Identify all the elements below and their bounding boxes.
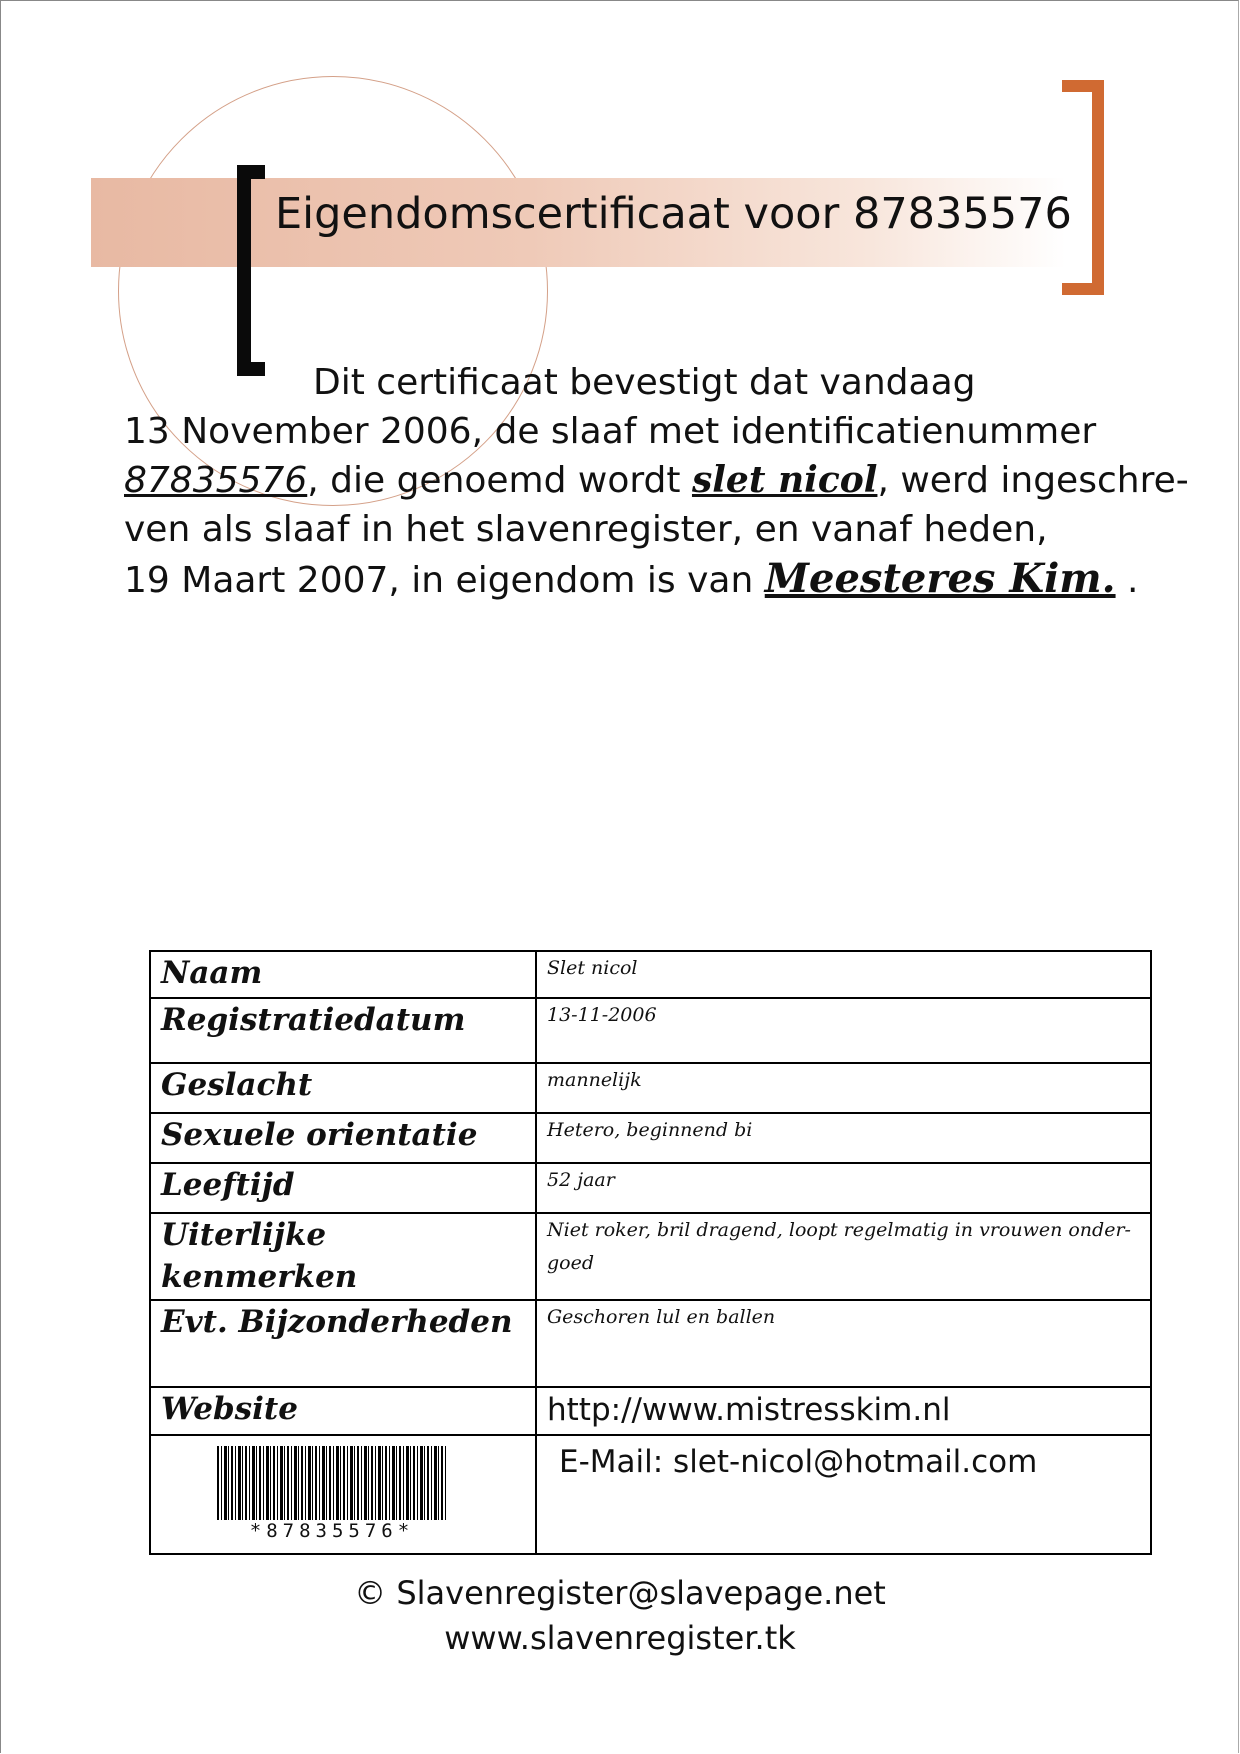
table-row [150,1300,1151,1387]
label-uiterlijke-kenmerken: Uiterlijke kenmerken [150,1213,536,1300]
table-row [150,1387,1151,1435]
body-line-3-end: , werd ingeschre- [877,460,1189,501]
value-registratiedatum: 13-11-2006 [536,998,1151,1063]
label-sexuele-orientatie: Sexuele orientatie [150,1113,536,1163]
email-address[interactable]: E-Mail: slet-nicol@hotmail.com [536,1435,1151,1554]
table-row [150,1063,1151,1113]
footer-website[interactable]: www.slavenregister.tk [444,1619,796,1657]
slave-name: slet nicol [691,459,878,501]
label-naam: Naam [150,951,536,998]
value-bijzonderheden: Geschoren lul en ballen [536,1300,1151,1387]
barcode [151,1436,447,1542]
table-row [150,1163,1151,1213]
value-leeftijd: 52 jaar [536,1163,1151,1213]
footer-copyright: © Slavenregister@slavepage.net [354,1574,886,1612]
website-link[interactable]: http://www.mistresskim.nl [536,1387,1151,1435]
body-line-1: Dit certificaat bevestigt dat vandaag [313,362,976,403]
value-sexuele-orientatie: Hetero, beginnend bi [536,1113,1151,1163]
label-bijzonderheden: Evt. Bijzonderheden [150,1300,536,1387]
footer [0,1571,1240,1661]
label-leeftijd: Leeftijd [150,1163,536,1213]
table-row [150,998,1151,1063]
body-line-3-mid: , die genoemd wordt [307,460,692,501]
left-bracket-decoration [237,165,265,376]
label-website: Website [150,1387,536,1435]
barcode-bars [217,1446,447,1520]
certificate-body [124,358,1189,603]
body-line-5-start: 19 Maart 2007, in eigendom is van [124,560,765,601]
body-line-5-end: . [1115,560,1139,601]
body-line-4: ven als slaaf in het slavenregister, en vanaf heden, [124,509,1048,550]
table-row [150,1113,1151,1163]
barcode-text: *87835576* [249,1520,415,1542]
certificate-title: Eigendomscertificaat voor 87835576 [275,189,1072,239]
label-registratiedatum: Registratiedatum [150,998,536,1063]
body-line-3 [124,456,1189,505]
body-line-5 [124,554,1139,603]
value-naam: Slet nicol [536,951,1151,998]
value-uiterlijke-kenmerken: Niet roker, bril dragend, loopt regelmatig in vrouwen onder- goed [536,1213,1151,1300]
value-geslacht: mannelijk [536,1063,1151,1113]
body-line-2: 13 November 2006, de slaaf met identificatienummer [124,411,1097,452]
table-row [150,951,1151,998]
owner-name: Meesteres Kim. [764,555,1116,602]
label-geslacht: Geslacht [150,1063,536,1113]
table-row [150,1213,1151,1300]
slave-number: 87835576 [124,460,308,501]
barcode-cell [150,1435,536,1554]
table-row [150,1435,1151,1554]
info-table [149,950,1152,1555]
